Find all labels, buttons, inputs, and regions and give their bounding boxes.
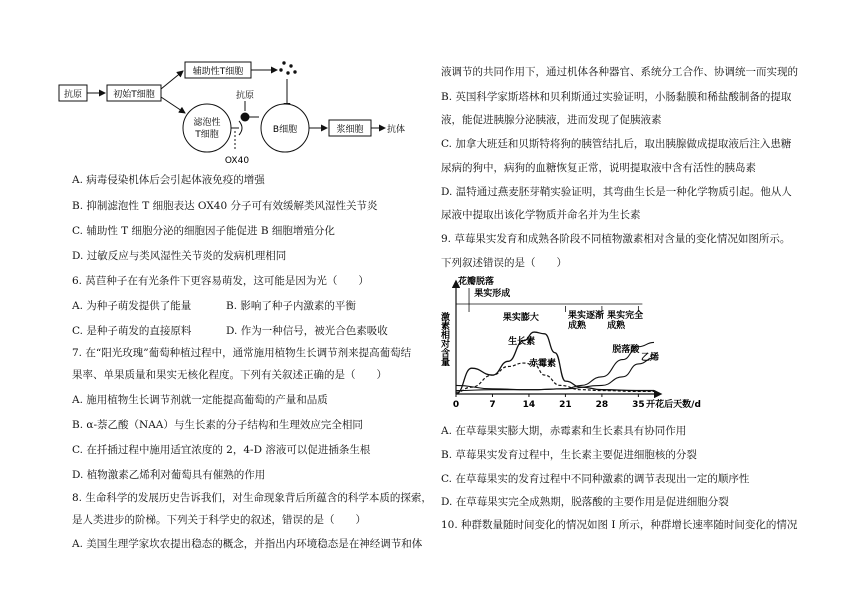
cytokine-dots [279,61,296,74]
q7-stem-2: 果率、单果质量和果实无核化程度。下列有关叙述正确的是（ ） [72,369,387,381]
antibody-label: 抗体 [387,125,406,135]
q7-option-b: B. α-萘乙酸（NAA）与生长素的分子结构和生理效应完全相同 [72,419,363,431]
q9-option-b: B. 草莓果实发育过程中，生长素主要促进细胞核的分裂 [441,449,697,461]
q5-option-d: D. 过敏反应与类风湿性关节炎的发病机理相同 [72,250,287,262]
stage-label: 果实膨大 [502,313,539,323]
q5-option-c: C. 辅助性 T 细胞分泌的细胞因子能促进 B 细胞增殖分化 [72,225,335,237]
hormone-chart [436,276,720,418]
immune-diagram [55,55,415,170]
q6-option-d: D. 作为一种信号，被光合色素吸收 [226,325,388,337]
antigen-label: 抗原 [63,90,83,100]
stage-label: 果实逐渐 [568,311,605,321]
stage-label: 花瓣脱落 [458,277,495,287]
x-tick-label: 14 [522,400,536,410]
q7-option-a: A. 施用植物生长调节剂就一定能提高葡萄的产量和品质 [72,394,328,406]
q8-option-a-cont: 液调节的共同作用下，通过机体各种器官、系统分工合作、协调统一而实现的 [441,66,798,78]
q7-stem-1: 7. 在“阳光玫瑰”葡萄种植过程中，通常施用植物生长调节剂来提高葡萄结 [72,347,412,359]
q9-stem-1: 9. 草莓果实发育和成熟各阶段不同植物激素相对含量的变化情况如图所示。 [441,233,791,245]
q8-option-c-2: 尿病的狗中，病狗的血糖恢复正常，说明提取液中含有活性的胰岛素 [441,162,756,174]
x-axis-label: 开花后天数/d [646,400,701,410]
q9-stem-2: 下列叙述错误的是（ ） [441,257,567,269]
q5-option-a: A. 病毒侵染机体后会引起体液免疫的增强 [72,174,265,186]
naive-t-cell-label: 初始T细胞 [113,90,155,100]
series-label: 赤霉素 [528,359,556,369]
q7-option-c: C. 在扦插过程中施用适宜浓度的 2，4-D 溶液可以促进插条生根 [72,444,371,456]
series-label: 脱落酸 [612,345,640,355]
x-tick-label: 28 [595,400,609,410]
q10-stem: 10. 种群数量随时间变化的情况如图 I 所示，种群增长速率随时间变化的情况 [441,519,798,531]
follicular-t-cell [183,104,231,152]
y-axis-label: 激素相对含量 [439,312,449,366]
stage-label: 果实形成 [474,289,511,299]
helper-t-cell-label: 辅助性T细胞 [192,67,244,77]
x-tick-label: 21 [559,400,572,410]
q8-stem-2: 是人类进步的阶梯。下列关于科学史的叙述，错误的是（ ） [72,514,366,526]
q9-option-a: A. 在草莓果实膨大期，赤霉素和生长素具有协同作用 [441,425,687,437]
q8-option-c-1: C. 加拿大班廷和贝斯特将狗的胰管结扎后，取出胰腺做成提取液后注入患糖 [441,138,792,150]
series-label: 乙烯 [640,353,659,363]
antigen2-label: 抗原 [235,91,255,101]
q9-option-c: C. 在草莓果实的发育过程中不同种激素的调节表现出一定的顺序性 [441,473,750,485]
series-label: 生长素 [508,337,536,347]
q8-option-b-2: 液，能促进胰腺分泌胰液，进而发现了促胰液素 [441,114,662,126]
b-cell-label: B细胞 [272,125,298,135]
q6-stem: 6. 莴苣种子在有光条件下更容易萌发，这可能是因为光（ ） [72,275,369,287]
q9-option-d: D. 在草莓果实完全成熟期，脱落酸的主要作用是促进细胞分裂 [441,496,729,508]
x-tick-label: 35 [632,400,645,410]
q8-stem-1: 8. 生命科学的发展历史告诉我们，对生命现象背后所蕴含的科学本质的探索， [72,492,432,504]
q8-option-d-1: D. 温特通过燕麦胚芽鞘实验证明，其弯曲生长是一种化学物质引起。他从人 [441,186,792,198]
ox40-label: OX40 [224,156,250,166]
q6-option-a: A. 为种子萌发提供了能量 [72,300,192,312]
q8-option-a: A. 美国生理学家坎农提出稳态的概念，并指出内环境稳态是在神经调节和体 [72,538,423,550]
stage-label: 成熟 [607,321,626,331]
q6-option-c: C. 是种子萌发的直接原料 [72,325,192,337]
x-tick-label: 0 [452,400,460,410]
follicular-t-cell-label-1: 滤泡性 [193,118,221,128]
plasma-cell-label: 浆细胞 [336,125,364,135]
q7-option-d: D. 植物激素乙烯利对葡萄具有催熟的作用 [72,469,266,481]
follicular-t-cell-label-2: T细胞 [195,130,219,140]
stage-label: 成熟 [568,321,587,331]
q6-option-b: B. 影响了种子内激素的平衡 [226,300,356,312]
q5-option-b: B. 抑制滤泡性 T 细胞表达 OX40 分子可有效缓解类风湿性关节炎 [72,200,378,212]
x-tick-label: 7 [489,400,496,410]
antigen-particle [241,113,250,122]
q8-option-d-2: 尿液中提取出该化学物质并命名并为生长素 [441,209,641,221]
stage-label: 果实完全 [607,311,644,321]
q8-option-b-1: B. 英国科学家斯塔林和贝利斯通过实验证明，小肠黏膜和稀盐酸制备的提取 [441,91,792,103]
